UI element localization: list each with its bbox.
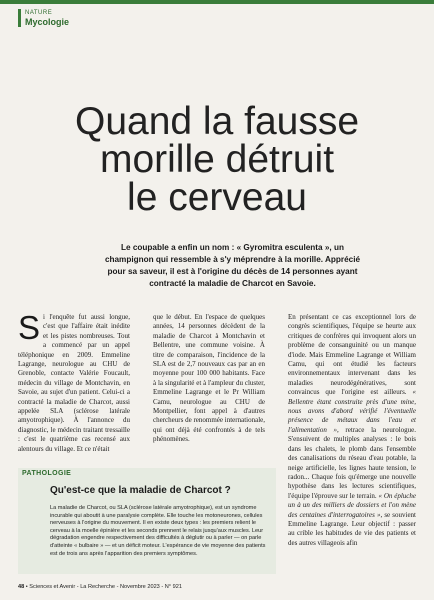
title-line-2: morille détruit bbox=[99, 138, 335, 181]
body-column-1 bbox=[18, 309, 130, 455]
section-rubric bbox=[18, 9, 70, 27]
box-title: Qu'est-ce que la maladie de Charcot ? bbox=[50, 485, 231, 496]
body-column-2 bbox=[153, 313, 265, 453]
rubric-section: Mycologie bbox=[25, 17, 70, 27]
column-3-quote-1: « Bellentre étant construite près d'une mine, nous avons d'abord vérifié l'éventuelle présence de métaux dans l'eau et l'alimentation » bbox=[288, 388, 417, 434]
column-3-quote-2: « On épluche un à un des milliers de dossiers et l'on mène des centaines d'interrogatoires » bbox=[288, 491, 416, 519]
page-footer bbox=[18, 584, 182, 590]
column-2-text: que le début. En l'espace de quelques années, 14 personnes décèdent de la maladie de Charcot à Montchavin et Bellentre, une commune voisine. À titre de comparaison, l'incidence de la SLA est de 2,7 nouveaux cas par an en moyenne pour 100 000 habitants. Face à la singularité et à l'ampleur du cluster, Emmeline Lagrange et le Pr William Camu, neurologue au CHU de Montpellier, font appel à d'autres chercheurs de renommée internationale, qui ont déjà été confrontés à de tels phénomènes. bbox=[153, 313, 265, 444]
rubric-kicker: NATURE bbox=[25, 10, 53, 16]
body-column-3 bbox=[288, 313, 416, 585]
drop-cap: S bbox=[18, 309, 41, 346]
sidebar-box bbox=[18, 468, 276, 574]
column-1-text: i l'enquête fut aussi longue, c'est que l'affaire était inédite et les pistes nombreuses. Tout a commencé par un appel téléphonique en 2009. Emmeline Lagrange, neurologue au CHU de Grenoble, contacte Valérie Foucault, médecin du village de Montchavin, en Savoie, au sujet d'un patient. Celui-ci a contracté la maladie de Charcot, aussi appelée SLA (sclérose latérale amyotrophique). À l'annonce du diagnostic, le médecin traitant tressaille : c'est le quatrième cas recensé aux alentours du village. Et ce n'était bbox=[18, 313, 130, 453]
column-3-text-c: , se souvient Emmeline Lagrange. Leur objectif : passer au crible les habitudes de vie des patients et des autres villageois afin bbox=[288, 510, 416, 547]
article-title bbox=[40, 100, 394, 219]
column-3-text-b: , retrace la neurologue. S'ensuivent de multiples analyses : le bois dans les chalets, le plomb dans l'ensemble des canalisations du réseau d'eau potable, la neige artificielle, les lignes haute tension, le radon... Chaque fois qu'émerge une nouvelle hypothèse dans les lectures scientifiques, l'équipe l'éprouve sur le terrain. bbox=[288, 425, 417, 500]
page-number: 48 bbox=[18, 584, 25, 590]
footer-text: • Sciences et Avenir - La Recherche - Novembre 2023 - N° 921 bbox=[25, 584, 182, 590]
box-label: PATHOLOGIE bbox=[22, 470, 72, 477]
title-line-1: Quand la fausse bbox=[74, 100, 360, 143]
standfirst: Le coupable a enfin un nom : « Gyromitra esculenta », un champignon qui ressemble à s'y méprendre à la morille. Apprécié pour sa saveur, il est à l'origine du décès de 14 personnes ayant contracté la maladie de Charcot en Savoie. bbox=[104, 243, 361, 288]
top-accent-rule bbox=[0, 0, 434, 4]
column-3-text-a: En présentant ce cas exceptionnel lors de congrès scientifiques, l'équipe se heurte aux critiques de confrères qui invoquent alors un problème de consanguinité ou un manque d'iode. Mais Emmeline Lagrange et William Camu, qui ont étudié les facteurs environnementaux intervenant dans les maladies neurodégénératives, sont convaincus que l'origine est ailleurs. bbox=[288, 313, 416, 397]
title-line-3: le cerveau bbox=[127, 176, 307, 219]
box-body: La maladie de Charcot, ou SLA (sclérose latérale amyotrophique), est un syndrome incurable qui aboutit à une paralysie complète. Elle touche les motoneurones, cellules nerveuses à l'origine du mouvement. Il en existe deux types : les premiers relient le cerveau à la moelle épinière et les seconds prennent le relais jusqu'aux muscles. Leur dégradation engendre respectivement des difficultés à déglutir ou à parler — on parle d'atteinte « bulbaire » — et un déficit moteur. L'espérance de vie moyenne des patients est de trois ans après l'apparition des premiers symptômes. bbox=[50, 505, 266, 557]
